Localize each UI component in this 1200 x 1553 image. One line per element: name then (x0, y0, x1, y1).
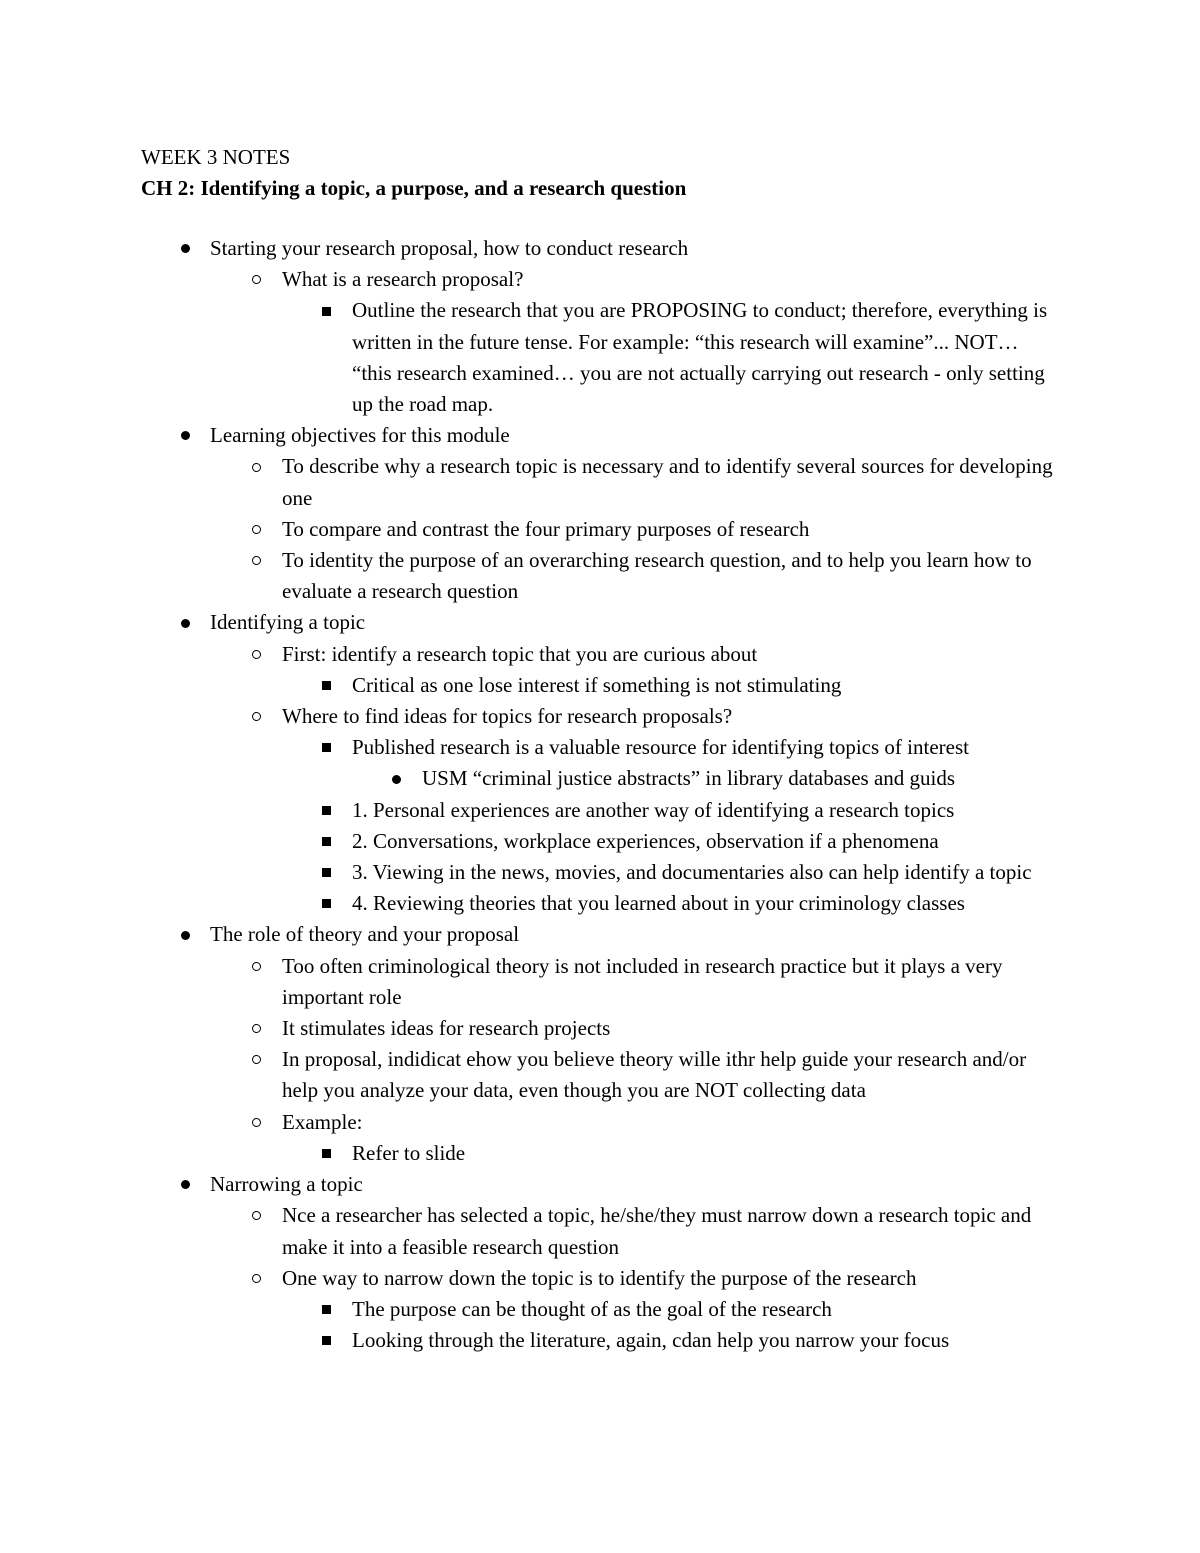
outline-item-text: 2. Conversations, workplace experiences, observation if a phenomena (352, 828, 939, 853)
outline-item-text: 4. Reviewing theories that you learned about in your criminology classes (352, 891, 965, 916)
bullet-circle-icon (246, 514, 266, 545)
outline-item-text: Starting your research proposal, how to conduct research (210, 236, 689, 260)
outline-item-level-3 (0, 295, 1200, 420)
outline-item-text: Example: (282, 1109, 363, 1134)
outline-item-text: It stimulates ideas for research projects (282, 1016, 611, 1041)
outline-item-text: USM “criminal justice abstracts” in library databases and guids (422, 766, 956, 791)
bullet-circle-icon (246, 951, 266, 982)
outline-item-level-1 (0, 919, 1200, 950)
bullet-circle-icon (246, 701, 266, 732)
outline-item-level-2 (0, 545, 1200, 607)
outline-item-level-1 (0, 420, 1200, 451)
bullet-dot-icon (175, 233, 195, 264)
outline-item-level-3 (0, 1138, 1200, 1169)
outline-item-text: Where to find ideas for topics for research proposals? (282, 704, 733, 729)
week-title: WEEK 3 NOTES (141, 145, 291, 169)
outline-item-level-3 (0, 857, 1200, 888)
outline-item-text: 3. Viewing in the news, movies, and documentaries also can help identify a topic (352, 860, 1032, 885)
bullet-circle-icon (246, 1200, 266, 1231)
outline-item-level-2 (0, 1013, 1200, 1044)
outline-item-text: Nce a researcher has selected a topic, he/she/they must narrow down a research topic and make it into a feasible research question (282, 1203, 1032, 1259)
bullet-circle-icon (246, 451, 266, 482)
outline-item-text: Critical as one lose interest if something is not stimulating (352, 672, 842, 697)
bullet-square-icon (316, 857, 336, 888)
bullet-square-icon (316, 1325, 336, 1356)
bullet-square-icon (316, 795, 336, 826)
bullet-square-icon (316, 670, 336, 701)
outline-item-level-2 (0, 1263, 1200, 1294)
outline-item-text: Looking through the literature, again, cdan help you narrow your focus (352, 1328, 950, 1353)
bullet-square-icon (316, 826, 336, 857)
outline-item-level-1 (0, 233, 1200, 264)
outline-item-level-2 (0, 451, 1200, 513)
bullet-square-icon (316, 1294, 336, 1325)
bullet-dot-icon (175, 607, 195, 638)
outline-item-text: The purpose can be thought of as the goal of the research (352, 1296, 832, 1321)
chapter-title: CH 2: Identifying a topic, a purpose, and a research question (141, 176, 687, 200)
outline-item-text: 1. Personal experiences are another way of identifying a research topics (352, 797, 955, 822)
outline-item-level-2 (0, 951, 1200, 1013)
outline-item-text: The role of theory and your proposal (210, 922, 520, 947)
outline-item-level-4 (0, 763, 1200, 794)
bullet-square-icon (316, 732, 336, 763)
outline-item-text: To identity the purpose of an overarching research question, and to help you learn how to evaluate a research question (282, 548, 1032, 604)
notes-outline (0, 233, 1200, 1356)
bullet-circle-icon (246, 545, 266, 576)
bullet-circle-icon (246, 264, 266, 295)
outline-item-level-3 (0, 1294, 1200, 1325)
outline-item-text: To describe why a research topic is necessary and to identify several sources for developing one (282, 454, 1053, 510)
outline-item-text: One way to narrow down the topic is to identify the purpose of the research (282, 1265, 917, 1290)
outline-item-level-2 (0, 514, 1200, 545)
outline-item-text: Identifying a topic (210, 610, 366, 635)
bullet-dot-icon (175, 420, 195, 451)
bullet-square-icon (316, 1138, 336, 1169)
bullet-dot-icon (386, 763, 406, 794)
bullet-circle-icon (246, 1044, 266, 1075)
outline-item-text: What is a research proposal? (282, 267, 524, 292)
outline-item-level-2 (0, 1044, 1200, 1106)
outline-item-text: Refer to slide (352, 1140, 466, 1165)
bullet-square-icon (316, 888, 336, 919)
bullet-square-icon (316, 295, 336, 326)
outline-item-text: To compare and contrast the four primary purposes of research (282, 516, 810, 541)
bullet-circle-icon (246, 1107, 266, 1138)
outline-item-level-1 (0, 1169, 1200, 1200)
outline-item-level-3 (0, 795, 1200, 826)
bullet-circle-icon (246, 639, 266, 670)
bullet-circle-icon (246, 1013, 266, 1044)
outline-item-level-3 (0, 1325, 1200, 1356)
outline-item-text: Outline the research that you are PROPOSING to conduct; therefore, everything is written in the future tense. For example: “this research will examine”... NOT… “this research examined… you are not actually carrying out research - only setting up the road map. (352, 298, 1048, 417)
outline-item-level-2 (0, 1107, 1200, 1138)
outline-item-text: In proposal, indidicat ehow you believe theory wille ithr help guide your research and/or help you analyze your data, even though you are NOT collecting data (282, 1047, 1027, 1103)
outline-item-level-1 (0, 607, 1200, 638)
outline-item-level-3 (0, 888, 1200, 919)
outline-item-level-3 (0, 732, 1200, 763)
bullet-circle-icon (246, 1263, 266, 1294)
outline-item-text: Published research is a valuable resource for identifying topics of interest (352, 735, 969, 760)
bullet-dot-icon (175, 919, 195, 950)
outline-item-text: First: identify a research topic that you are curious about (282, 641, 758, 666)
outline-item-level-2 (0, 701, 1200, 732)
outline-item-level-3 (0, 826, 1200, 857)
outline-item-level-2 (0, 264, 1200, 295)
outline-item-text: Learning objectives for this module (210, 423, 510, 448)
outline-item-text: Narrowing a topic (210, 1172, 363, 1197)
bullet-dot-icon (175, 1169, 195, 1200)
outline-item-level-2 (0, 639, 1200, 670)
outline-item-text: Too often criminological theory is not included in research practice but it plays a very important role (282, 953, 1003, 1009)
outline-item-level-2 (0, 1200, 1200, 1262)
outline-item-level-3 (0, 670, 1200, 701)
